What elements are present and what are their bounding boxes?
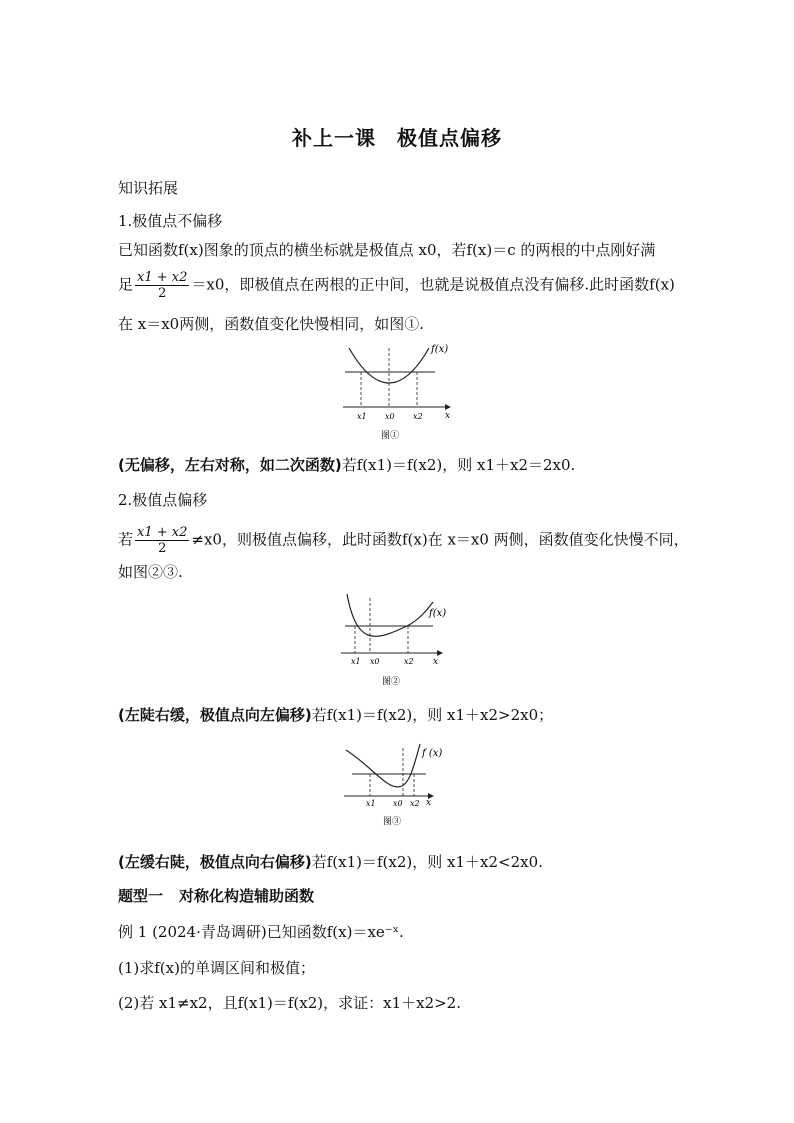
figure-3	[340, 740, 465, 832]
type-1-heading	[118, 886, 314, 906]
type-1-label: 题型一	[118, 887, 164, 905]
conclusion-2-text: 若f(x1)＝f(x2)，则 x1＋x2>2x0；	[311, 706, 554, 724]
caption-fig3: 图③	[383, 817, 402, 827]
fraction-denominator: 2	[158, 541, 167, 556]
label-fx: f(x)	[431, 344, 449, 355]
caption-fig2: 图②	[382, 677, 401, 687]
fraction-numerator: x1 + x2	[137, 525, 188, 540]
part1-line3: 在 x＝x0两侧，函数值变化快慢相同，如图①.	[118, 315, 425, 333]
part2-line2: 如图②③.	[118, 563, 183, 581]
part1-line2-prefix: 足	[118, 275, 134, 294]
part2-line1-suffix: ≠x0，则极值点偏移，此时函数f(x)在 x＝x0 两侧，函数值变化快慢不同，	[191, 530, 689, 549]
x-axis-arrow	[437, 650, 443, 656]
label-x1: x1	[357, 412, 367, 421]
label-x: x	[433, 657, 439, 667]
part1-line1: 已知函数f(x)图象的顶点的横坐标就是极值点 x0，若f(x)＝c 的两根的中点刚好满	[118, 241, 656, 259]
fraction-numerator: x1 + x2	[137, 270, 188, 285]
part1-heading: 1.极值点不偏移	[118, 212, 223, 230]
label-x1: x1	[366, 799, 376, 808]
figure-2	[335, 590, 460, 690]
label-x1: x1	[351, 657, 361, 666]
label-fx: f (x)	[422, 748, 443, 759]
page-title: 补上一课 极值点偏移	[292, 126, 502, 150]
label-fx: f(x)	[429, 608, 447, 619]
label-x: x	[445, 411, 451, 421]
label-x2: x2	[404, 657, 414, 666]
type-1-title: 对称化构造辅助函数	[179, 887, 315, 905]
label-x2: x2	[410, 799, 420, 808]
section-knowledge: 知识拓展	[118, 179, 179, 197]
conclusion-3-bold: (左缓右陡，极值点向右偏移)	[118, 853, 312, 871]
conclusion-2-bold: (左陡右缓，极值点向左偏移)	[118, 706, 312, 724]
label-x0: x0	[370, 657, 380, 666]
label-x0: x0	[385, 412, 395, 421]
fraction	[135, 525, 189, 556]
part2-line1-prefix: 若	[118, 530, 134, 549]
conclusion-1-bold: (无偏移，左右对称，如二次函数)	[118, 456, 342, 474]
label-x: x	[426, 798, 432, 808]
caption-fig1: 图①	[381, 431, 400, 441]
fraction-denominator: 2	[158, 286, 167, 301]
fraction	[135, 270, 189, 301]
conclusion-1	[118, 455, 575, 475]
example-1: 例 1 (2024·青岛调研)已知函数f(x)＝xe⁻ˣ.	[118, 923, 404, 941]
label-x0: x0	[393, 799, 403, 808]
x-axis-arrow	[445, 404, 451, 410]
conclusion-3-text: 若f(x1)＝f(x2)，则 x1＋x2<2x0.	[311, 853, 543, 871]
conclusion-2	[118, 705, 553, 725]
question-1: (1)求f(x)的单调区间和极值；	[118, 959, 315, 977]
curve-f	[346, 744, 420, 787]
curve-f	[347, 594, 433, 636]
question-2: (2)若 x1≠x2，且f(x1)＝f(x2)，求证：x1＋x2>2.	[118, 994, 461, 1012]
conclusion-3	[118, 852, 543, 872]
figure-1	[335, 340, 465, 445]
part2-line1	[118, 525, 689, 556]
part2-heading: 2.极值点偏移	[118, 491, 208, 509]
part1-line2-suffix: ＝x0，即极值点在两根的正中间，也就是说极值点没有偏移.此时函数f(x)	[191, 275, 675, 294]
conclusion-1-text: 若f(x1)＝f(x2)，则 x1＋x2＝2x0.	[341, 456, 576, 474]
part1-line2	[118, 270, 675, 301]
label-x2: x2	[413, 412, 423, 421]
